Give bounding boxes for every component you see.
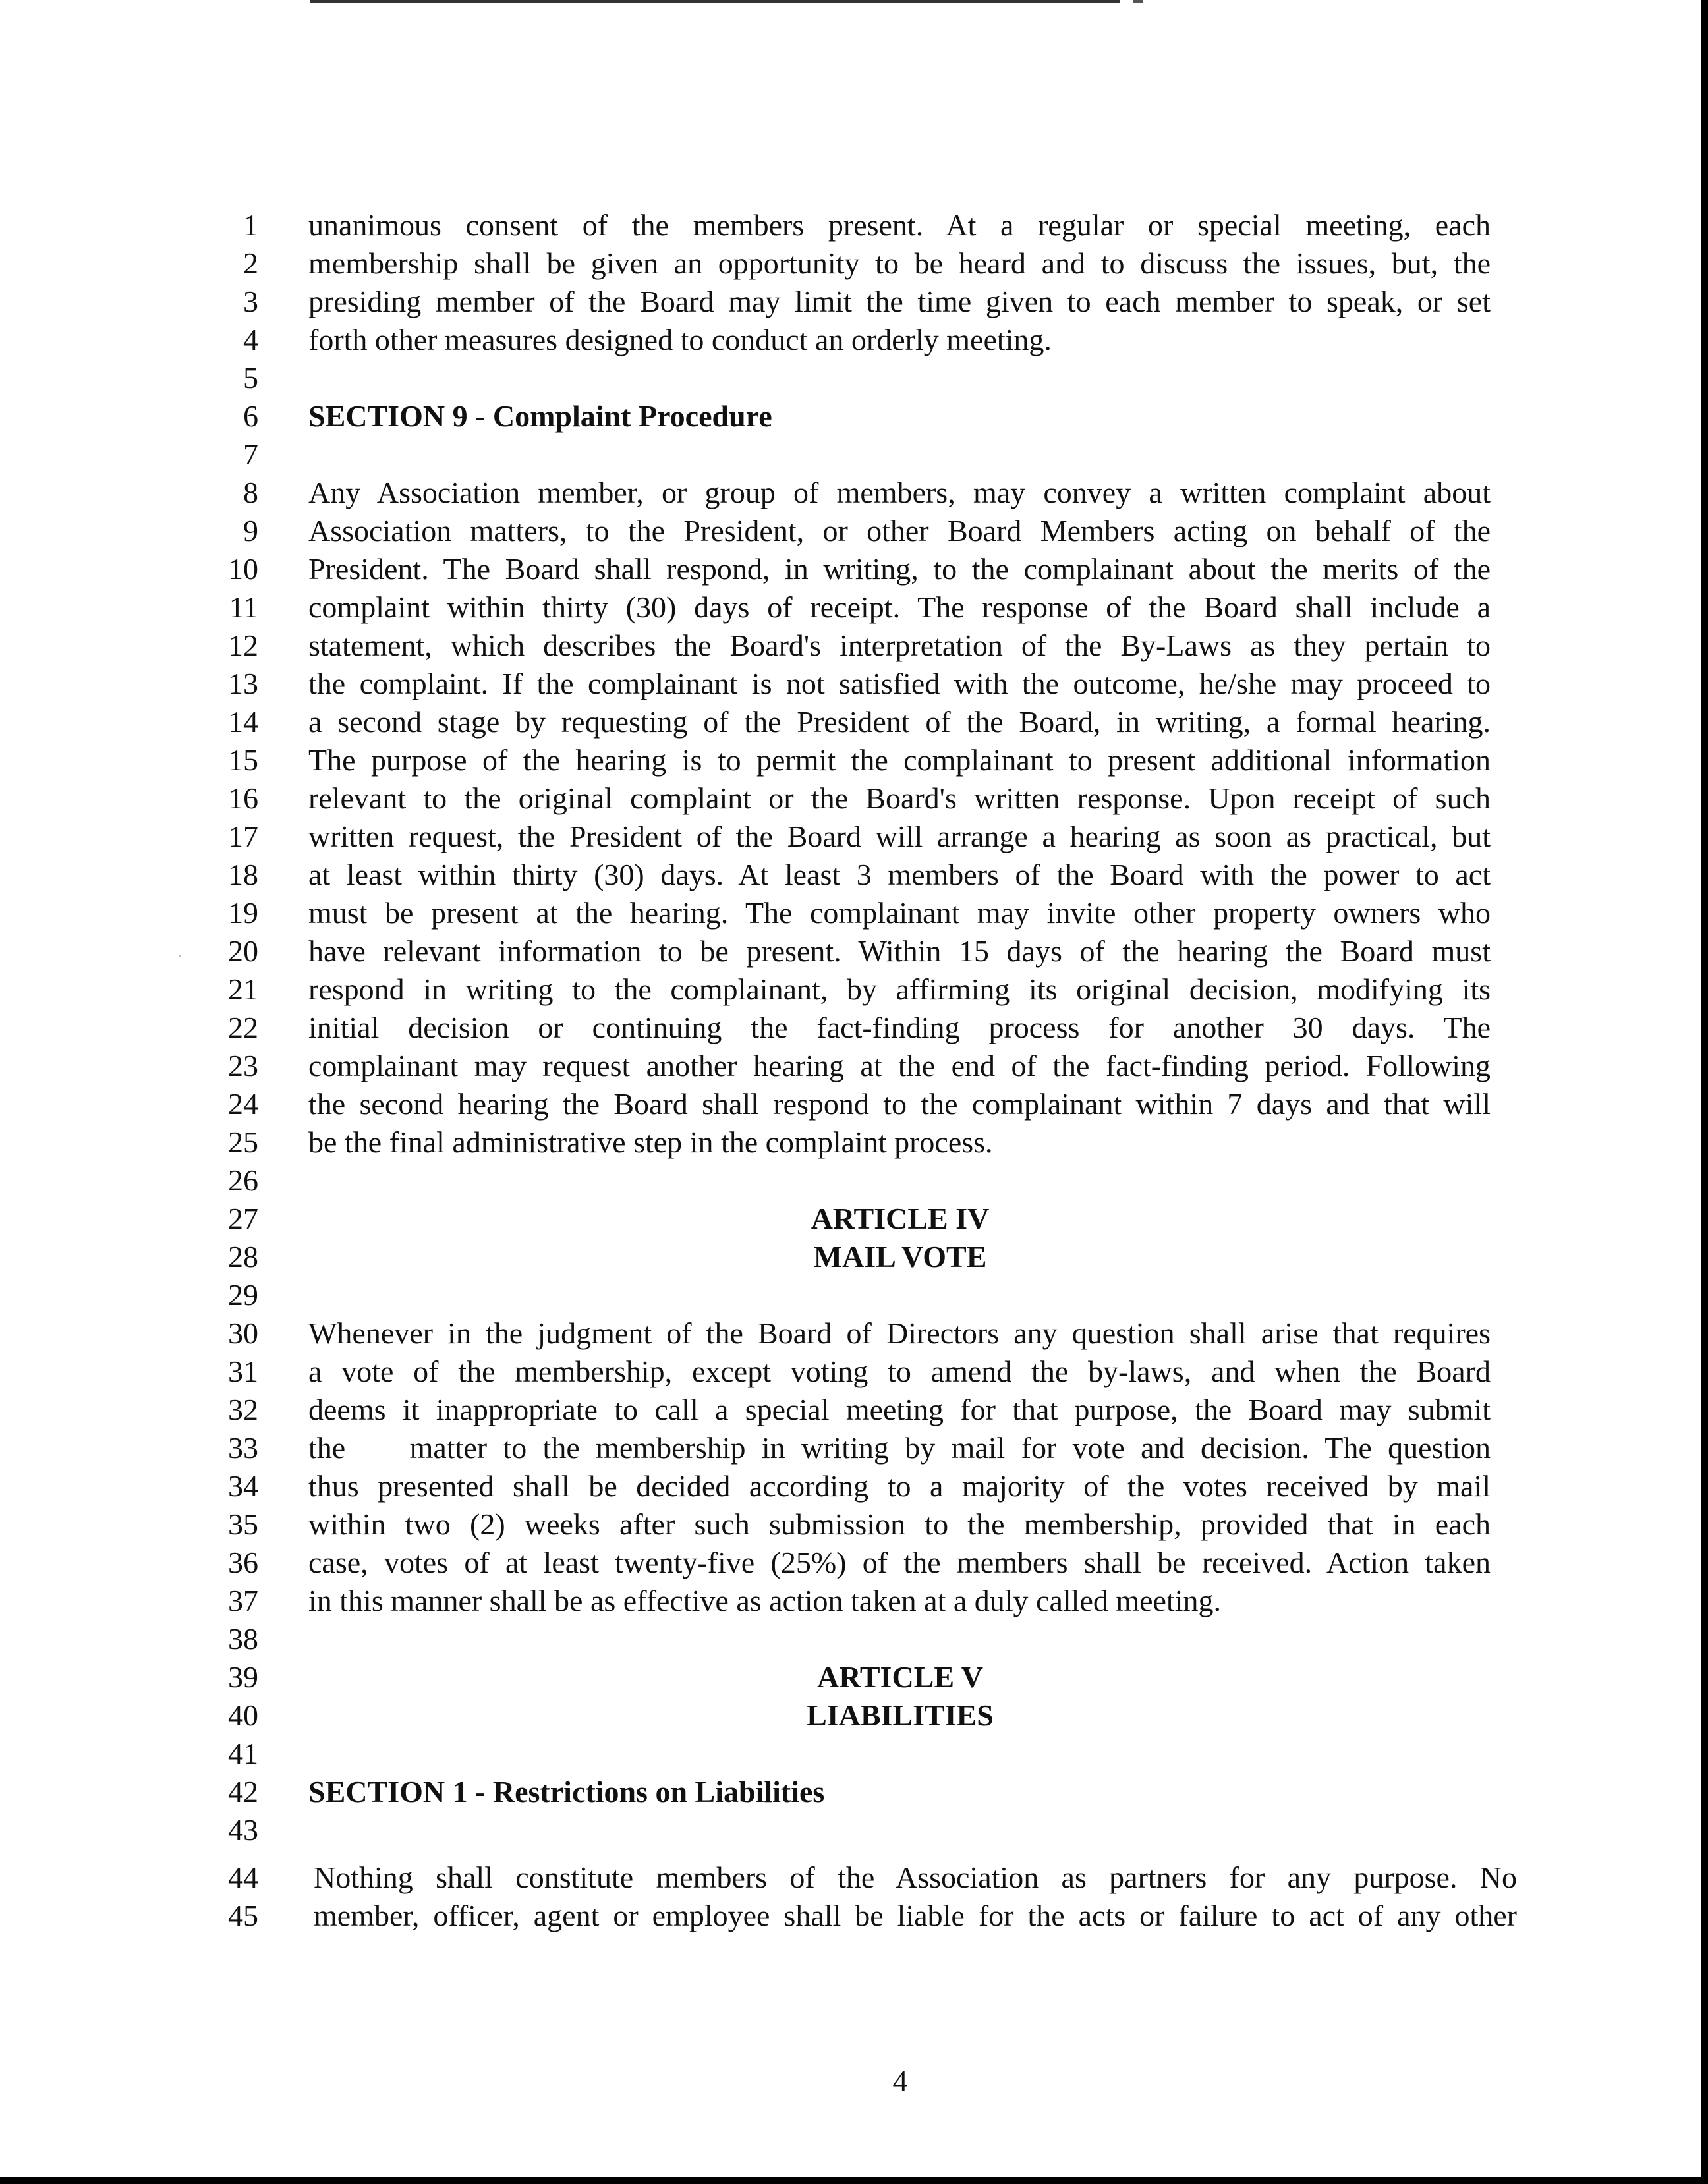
scan-top-rule — [310, 0, 1120, 3]
document-line — [0, 1544, 1708, 1582]
scan-border-bottom — [0, 2177, 1708, 2184]
line-number: 25 — [228, 1125, 258, 1159]
document-line — [0, 894, 1708, 932]
paragraph-line: respond in writing to the complainant, by affirming its original decision, modifying its — [308, 972, 1491, 1006]
article-subtitle: LIABILITIES — [807, 1698, 994, 1732]
document-line — [0, 1735, 1708, 1773]
document-line — [0, 1658, 1708, 1696]
line-number: 43 — [228, 1813, 258, 1847]
line-number: 17 — [228, 820, 258, 853]
paragraph-line: membership shall be given an opportunity to be heard and to discuss the issues, but, the — [308, 246, 1491, 280]
document-line — [0, 1162, 1708, 1200]
document-line — [0, 779, 1708, 818]
document-line — [0, 627, 1708, 665]
paragraph-line: within two (2) weeks after such submission to the membership, provided that in each — [308, 1507, 1491, 1541]
paragraph-line: Whenever in the judgment of the Board of Directors any question shall arise that requires — [308, 1316, 1491, 1350]
line-number: 31 — [228, 1355, 258, 1388]
paragraph-line: must be present at the hearing. The complainant may invite other property owners who — [308, 896, 1491, 930]
article-subtitle: MAIL VOTE — [813, 1240, 987, 1274]
line-number: 13 — [228, 667, 258, 700]
document-line — [0, 1085, 1708, 1123]
document-line — [0, 741, 1708, 779]
line-number: 7 — [243, 437, 258, 471]
paragraph-line: relevant to the original complaint or the Board's written response. Upon receipt of such — [308, 781, 1491, 815]
line-number: 41 — [228, 1737, 258, 1770]
document-line — [0, 1391, 1708, 1429]
line-number: 4 — [243, 323, 258, 356]
paragraph-line: Any Association member, or group of members, may convey a written complaint about — [308, 476, 1491, 509]
line-number: 9 — [243, 514, 258, 547]
line-number: 29 — [228, 1278, 258, 1312]
paragraph-line: a vote of the membership, except voting to amend the by-laws, and when the Board — [308, 1355, 1491, 1388]
paragraph-line: unanimous consent of the members present. At a regular or special meeting, each — [308, 208, 1491, 242]
paragraph-line: at least within thirty (30) days. At least 3 members of the Board with the power to act — [308, 858, 1491, 891]
line-number: 32 — [228, 1393, 258, 1426]
line-number: 16 — [228, 781, 258, 815]
line-number: 42 — [228, 1775, 258, 1808]
line-number: 15 — [228, 743, 258, 777]
line-number: 22 — [228, 1011, 258, 1044]
line-number: 38 — [228, 1622, 258, 1656]
document-line — [0, 550, 1708, 588]
paragraph-line: written request, the President of the Board will arrange a hearing as soon as practical, but — [308, 820, 1491, 853]
document-line — [0, 1123, 1708, 1162]
line-number: 39 — [228, 1660, 258, 1694]
document-line — [0, 1467, 1708, 1505]
paragraph-line: thus presented shall be decided according to a majority of the votes received by mail — [308, 1469, 1491, 1503]
document-line — [0, 1009, 1708, 1047]
paragraph-line: in this manner shall be as effective as action taken at a duly called meeting. — [308, 1584, 1222, 1617]
line-number: 10 — [228, 552, 258, 586]
document-line — [0, 1314, 1708, 1353]
document-line — [0, 818, 1708, 856]
line-number: 44 — [228, 1861, 258, 1894]
document-line — [0, 1773, 1708, 1811]
line-number: 30 — [228, 1316, 258, 1350]
document-line — [0, 283, 1708, 321]
document-line — [0, 932, 1708, 970]
document-line — [0, 1353, 1708, 1391]
paragraph-line: case, votes of at least twenty-five (25%) of the members shall be received. Action taken — [308, 1546, 1491, 1579]
document-line — [0, 1811, 1708, 1849]
line-number: 24 — [228, 1087, 258, 1121]
document-line — [0, 1047, 1708, 1085]
line-number: 35 — [228, 1507, 258, 1541]
document-line — [0, 1238, 1708, 1276]
paragraph-line: a second stage by requesting of the President of the Board, in writing, a formal hearing. — [308, 705, 1491, 739]
document-line — [0, 359, 1708, 397]
line-number: 40 — [228, 1698, 258, 1732]
document-line — [0, 1276, 1708, 1314]
document-line — [0, 1429, 1708, 1467]
document-line — [0, 1505, 1708, 1544]
paragraph-line: have relevant information to be present. Within 15 days of the hearing the Board must — [308, 934, 1491, 968]
paragraph-line: the complaint. If the complainant is not satisfied with the outcome, he/she may proceed to — [308, 667, 1491, 700]
article-title: ARTICLE V — [817, 1660, 983, 1694]
line-number: 19 — [228, 896, 258, 930]
document-line — [0, 206, 1708, 244]
document-line — [0, 588, 1708, 627]
section-heading: SECTION 9 - Complaint Procedure — [308, 399, 772, 433]
line-number: 12 — [228, 629, 258, 662]
line-number: 28 — [228, 1240, 258, 1274]
paragraph-line: The purpose of the hearing is to permit the complainant to present additional information — [308, 743, 1491, 777]
paragraph-line: President. The Board shall respond, in writing, to the complainant about the merits of the — [308, 552, 1491, 586]
document-line — [0, 1582, 1708, 1620]
line-number: 1 — [243, 208, 258, 242]
line-number: 36 — [228, 1546, 258, 1579]
line-number: 21 — [228, 972, 258, 1006]
document-line — [0, 1897, 1708, 1935]
paragraph-line: be the final administrative step in the complaint process. — [308, 1125, 993, 1159]
line-number: 23 — [228, 1049, 258, 1082]
document-line — [0, 970, 1708, 1009]
paragraph-line: Nothing shall constitute members of the Association as partners for any purpose. No — [314, 1861, 1517, 1894]
line-number: 34 — [228, 1469, 258, 1503]
paragraph-line: deems it inappropriate to call a special meeting for that purpose, the Board may submit — [308, 1393, 1491, 1426]
document-line — [0, 665, 1708, 703]
line-number: 33 — [228, 1431, 258, 1465]
line-number: 18 — [228, 858, 258, 891]
document-line — [0, 703, 1708, 741]
paragraph-line: member, officer, agent or employee shall be liable for the acts or failure to act of any other — [314, 1899, 1517, 1932]
section-heading: SECTION 1 - Restrictions on Liabilities — [308, 1775, 825, 1808]
line-number: 3 — [243, 285, 258, 318]
paragraph-line: Association matters, to the President, or other Board Members acting on behalf of the — [308, 514, 1491, 547]
line-number: 20 — [228, 934, 258, 968]
document-line — [0, 321, 1708, 359]
line-number: 37 — [228, 1584, 258, 1617]
paragraph-line: the second hearing the Board shall respond to the complainant within 7 days and that will — [308, 1087, 1491, 1121]
document-line — [0, 512, 1708, 550]
document-line — [0, 1200, 1708, 1238]
paragraph-line: forth other measures designed to conduct an orderly meeting. — [308, 323, 1052, 356]
line-number: 27 — [228, 1202, 258, 1235]
document-line — [0, 1859, 1708, 1897]
line-number: 14 — [228, 705, 258, 739]
document-line — [0, 1696, 1708, 1735]
document-line — [0, 397, 1708, 435]
page-number: 4 — [892, 2064, 908, 2098]
line-number: 6 — [243, 399, 258, 433]
paragraph-line: statement, which describes the Board's interpretation of the By-Laws as they pertain to — [308, 629, 1491, 662]
document-line — [0, 244, 1708, 283]
article-title: ARTICLE IV — [811, 1202, 990, 1235]
line-number: 2 — [243, 246, 258, 280]
document-line — [0, 474, 1708, 512]
paragraph-line: complainant may request another hearing at the end of the fact-finding period. Following — [308, 1049, 1491, 1082]
document-line — [0, 856, 1708, 894]
line-number: 5 — [243, 361, 258, 395]
scan-top-mark — [1133, 0, 1143, 3]
paragraph-line: the matter to the membership in writing by mail for vote and decision. The question — [308, 1431, 1491, 1465]
document-line — [0, 1620, 1708, 1658]
paragraph-line: initial decision or continuing the fact-finding process for another 30 days. The — [308, 1011, 1491, 1044]
line-number: 45 — [228, 1899, 258, 1932]
line-number: 8 — [243, 476, 258, 509]
line-number: 11 — [229, 590, 258, 624]
line-number: 26 — [228, 1163, 258, 1197]
paragraph-line: presiding member of the Board may limit the time given to each member to speak, or set — [308, 285, 1491, 318]
paragraph-line: complaint within thirty (30) days of receipt. The response of the Board shall include a — [308, 590, 1491, 624]
document-line — [0, 435, 1708, 474]
